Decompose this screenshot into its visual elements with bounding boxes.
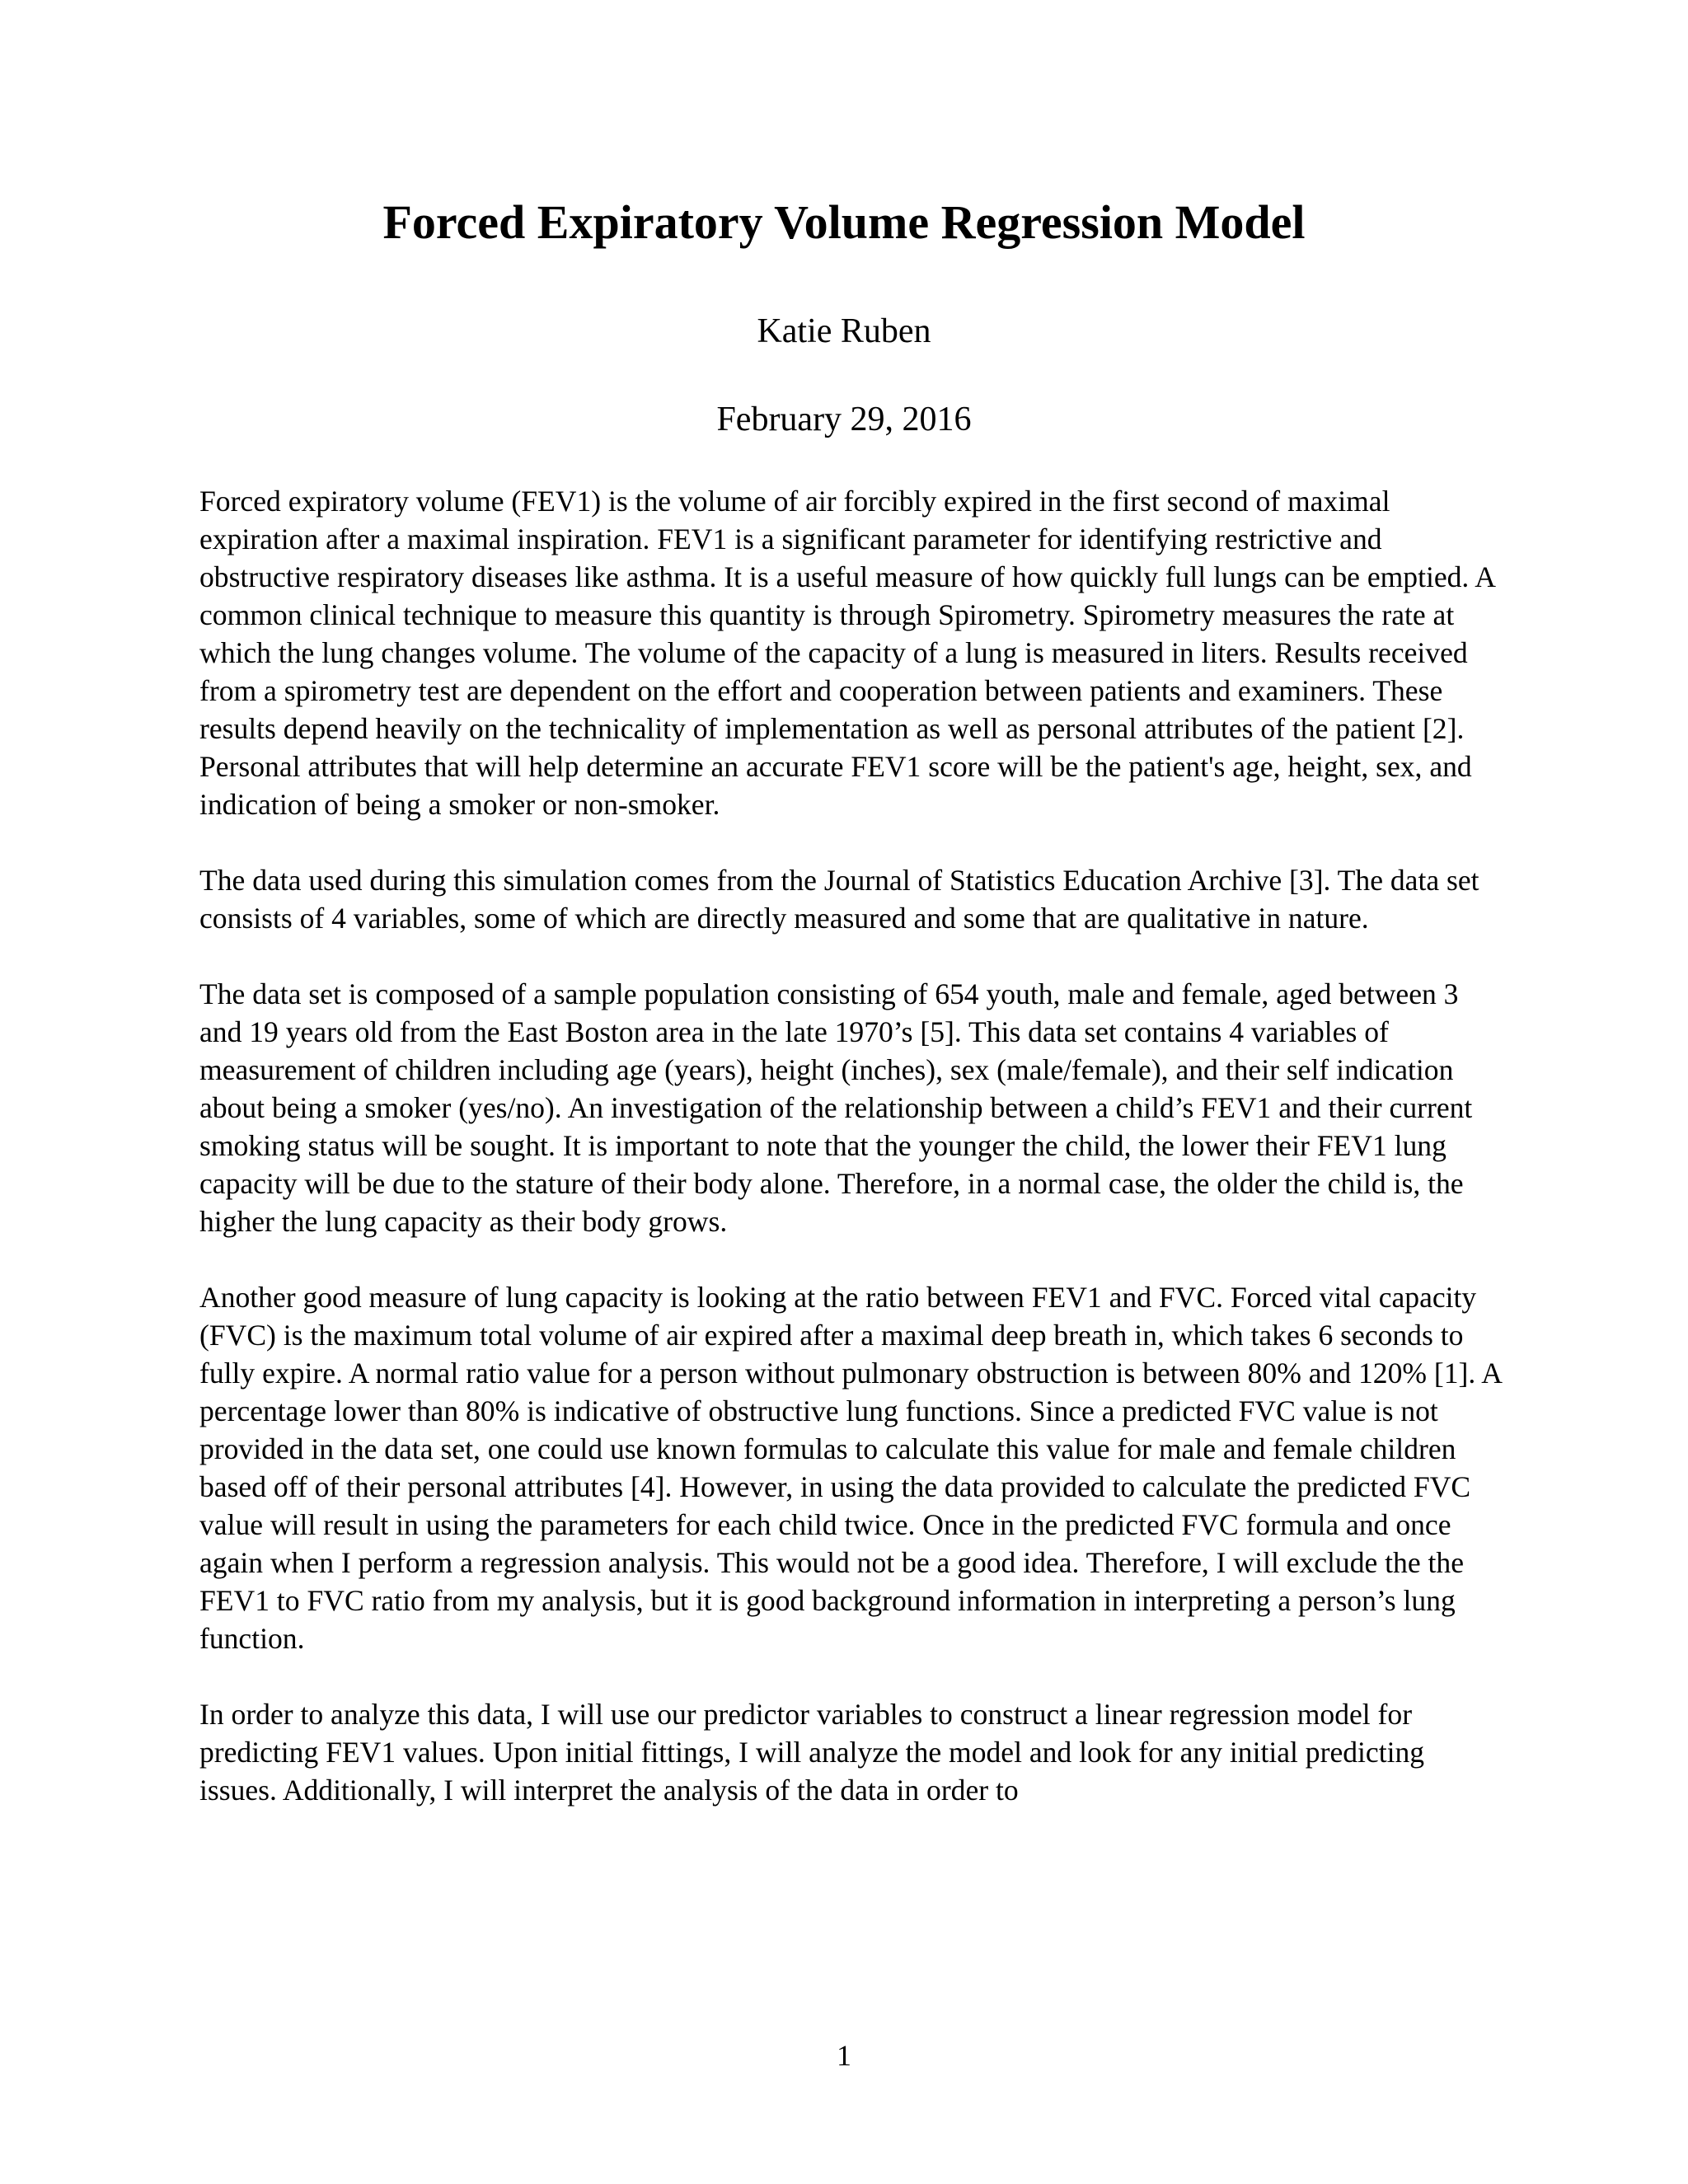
document-title: Forced Expiratory Volume Regression Model — [382, 195, 1306, 249]
paragraph-fev1-definition: Forced expiratory volume (FEV1) is the volume of air forcibly expired in the first second of maximal expiration after a maximal inspiration. FEV1 is a significant parameter for identifying restrictive and obstructive respiratory diseases like asthma. It is a useful measure of how quickly full lungs can be emptied. A common clinical technique to measure this quantity is through Spirometry. Spirometry measures the rate at which the lung changes volume. The volume of the capacity of a lung is measured in liters. Results received from a spirometry test are dependent on the effort and cooperation between patients and examiners. These results depend heavily on the technicality of implementation as well as personal attributes of the patient [2]. Personal attributes that will help determine an accurate FEV1 score will be the patient's age, height, sex, and indication of being a smoker or non-smoker. — [199, 485, 1494, 821]
paragraph-data-set: The data set is composed of a sample population consisting of 654 youth, male and female, aged between 3 and 19 years old from the East Boston area in the late 1970’s [5]. This data set contains 4 variables of measurement of children including age (years), height (inches), sex (male/female), and their self indication about being a smoker (yes/no). An investigation of the relationship between a child’s FEV1 and their current smoking status will be sought. It is important to note that the younger the child, the lower their FEV1 lung capacity will be due to the stature of their body alone. Therefore, in a normal case, the older the child is, the higher the lung capacity as their body grows. — [199, 977, 1473, 1238]
paragraph-analysis-plan: In order to analyze this data, I will use our predictor variables to construct a linear regression model for predicting FEV1 values. Upon initial fittings, I will analyze the model and look for any initial predicting issues. Additionally, I will interpret the analysis of the data in order to — [199, 1698, 1425, 1807]
paragraph-data-source: The data used during this simulation comes from the Journal of Statistics Education Archive [3]. The data set consists of 4 variables, some of which are directly measured and some that are qualitative in nature. — [199, 864, 1479, 935]
author-name: Katie Ruben — [757, 312, 931, 350]
page-number: 1 — [837, 2039, 851, 2072]
paragraph-fev1-fvc-ratio: Another good measure of lung capacity is looking at the ratio between FEV1 and FVC. Forced vital capacity (FVC) is the maximum total volume of air expired after a maximal deep breath in, which takes 6 seconds to fully expire. A normal ratio value for a person without pulmonary obstruction is between 80% and 120% [1]. A percentage lower than 80% is indicative of obstructive lung functions. Since a predicted FVC value is not provided in the data set, one could use known formulas to calculate this value for male and female children based off of their personal attributes [4]. However, in using the data provided to calculate the predicted FVC value will result in using the parameters for each child twice. Once in the predicted FVC formula and once again when I perform a regression analysis. This would not be a good idea. Therefore, I will exclude the the FEV1 to FVC ratio from my analysis, but it is good background information in interpreting a person’s lung function. — [199, 1281, 1501, 1655]
document-date: February 29, 2016 — [716, 401, 972, 438]
body-text — [199, 482, 1502, 1847]
